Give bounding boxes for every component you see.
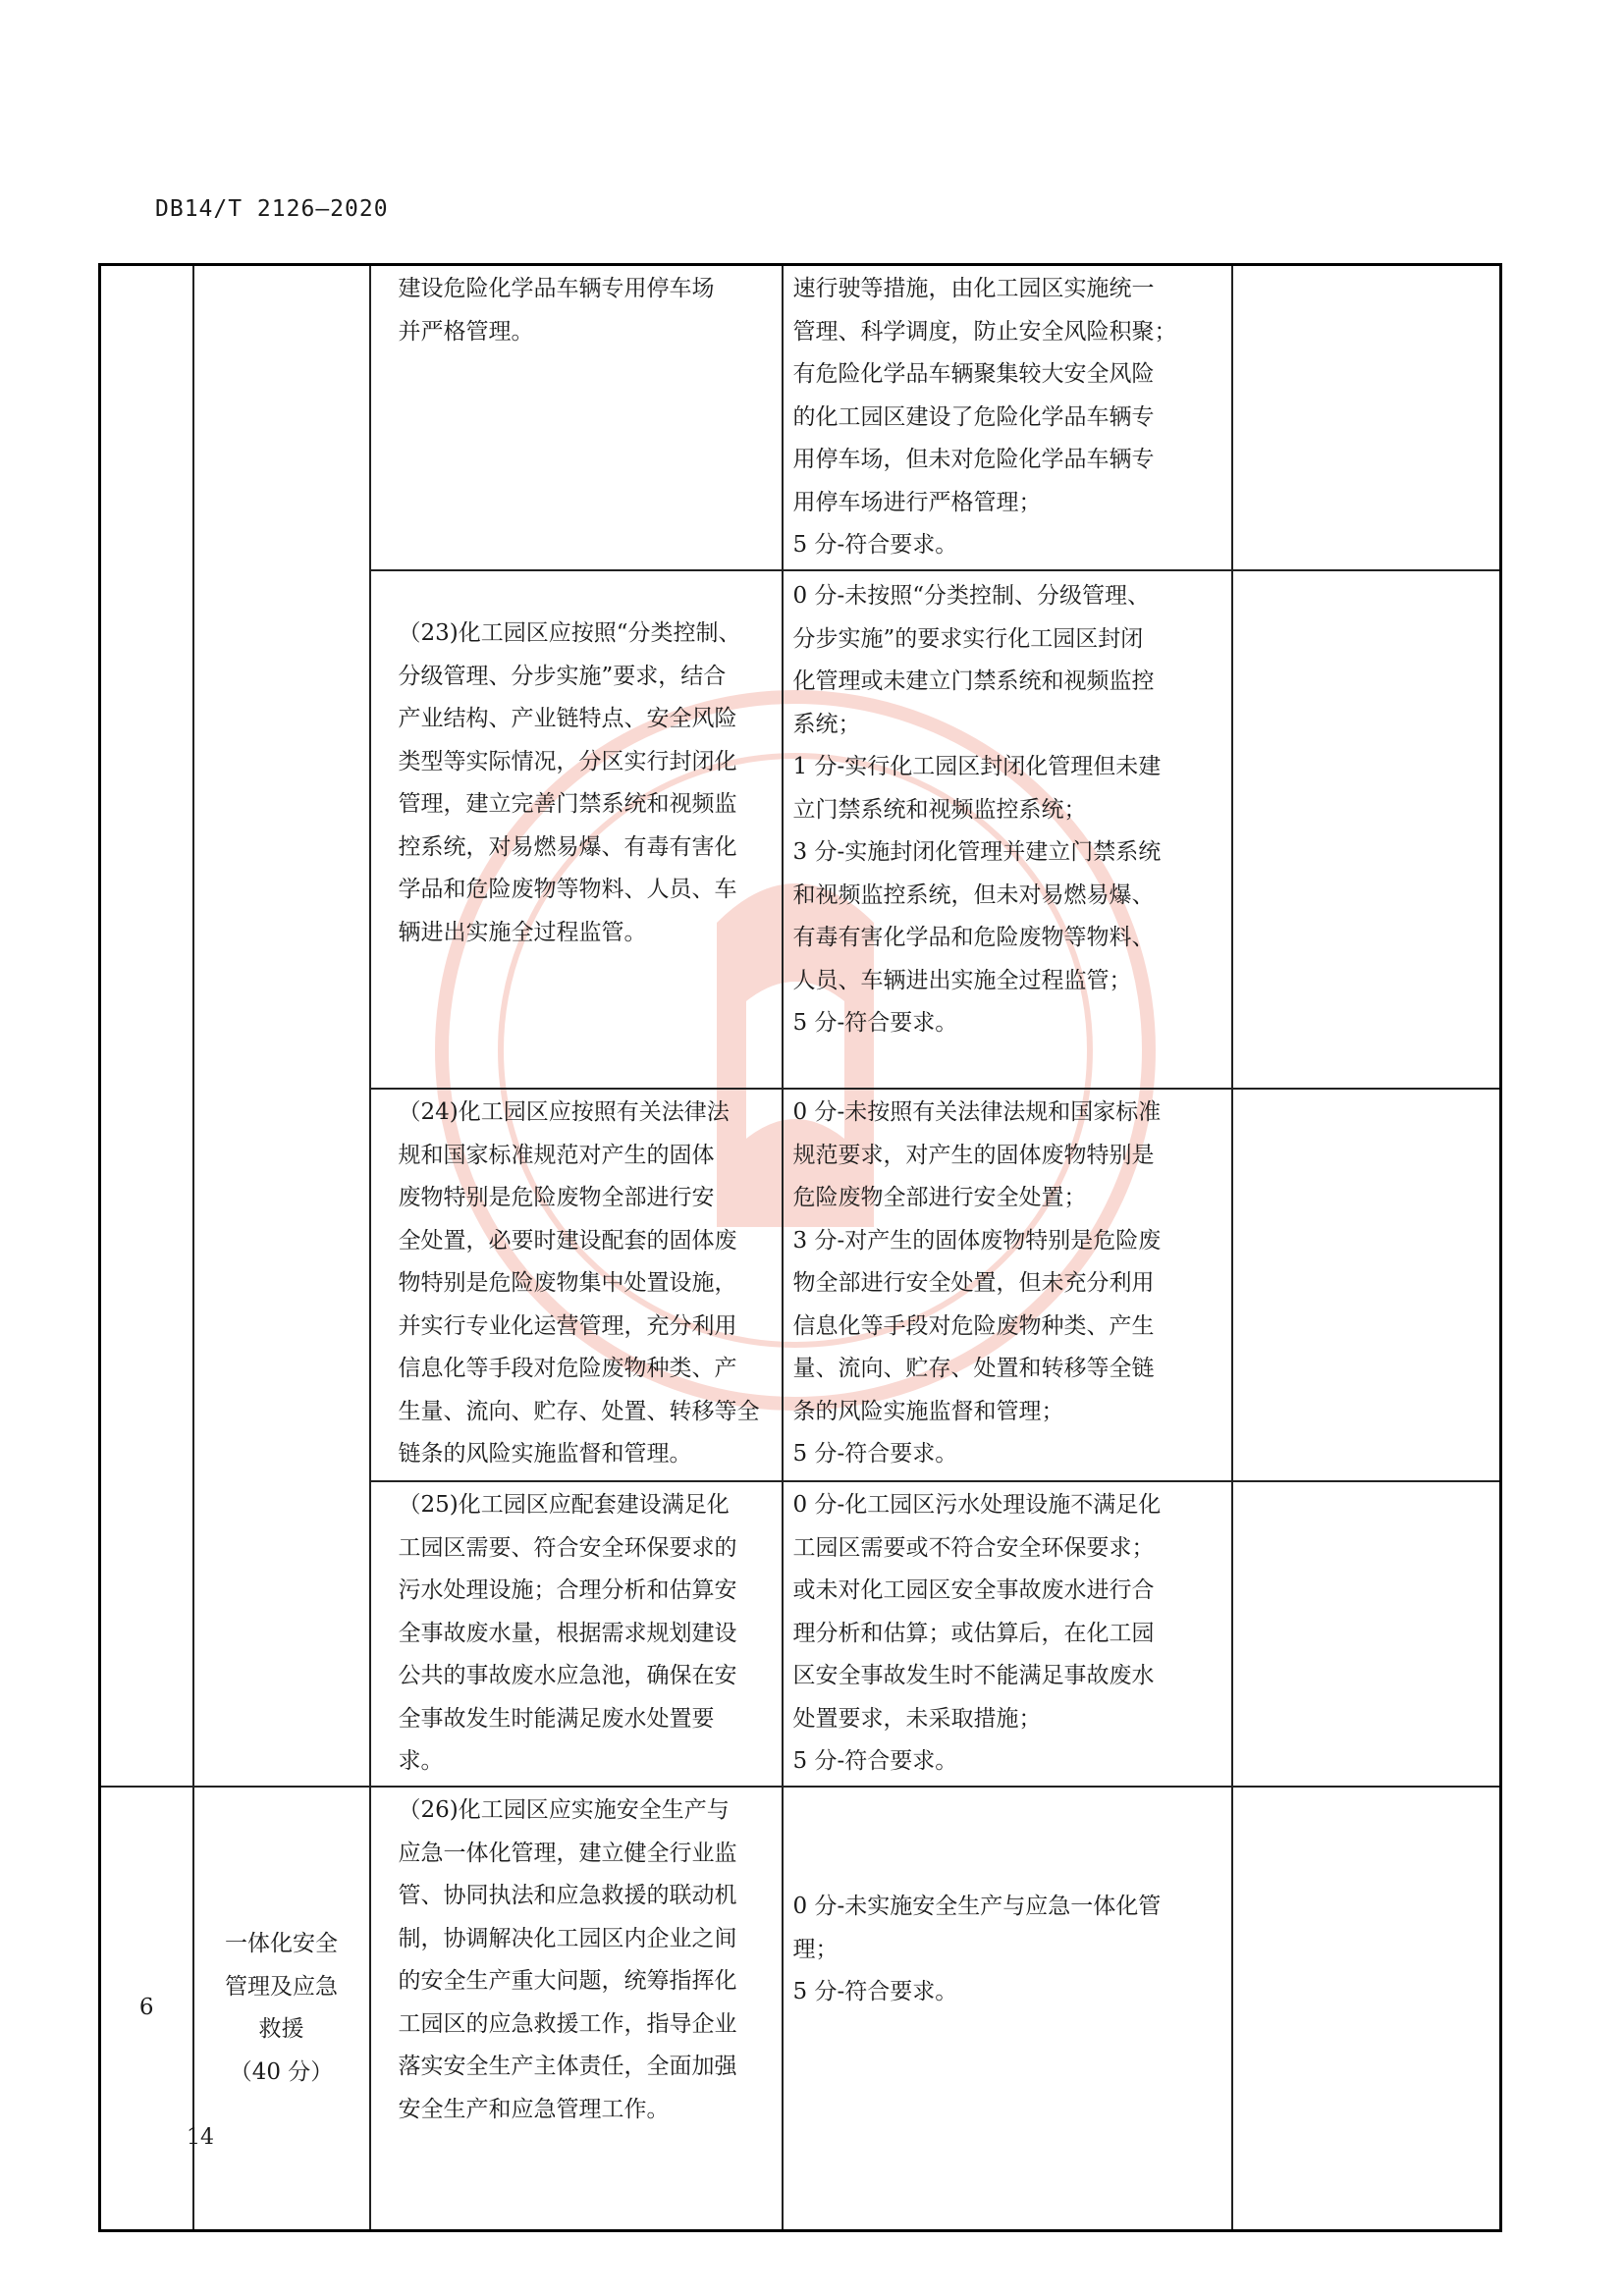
criteria-line: 工园区需要或不符合安全环保要求； bbox=[792, 1534, 1155, 1561]
requirement-line: 工园区需要、符合安全环保要求的 bbox=[398, 1534, 737, 1561]
requirement-line: 管、协同执法和应急救援的联动机 bbox=[398, 1883, 737, 1908]
score-cell bbox=[1232, 265, 1501, 571]
item-name-line: 管理及应急 bbox=[225, 1973, 338, 2000]
requirement-line: 物特别是危险废物集中处置设施， bbox=[398, 1270, 737, 1296]
requirement-line: 全事故发生时能满足废水处置要 bbox=[398, 1705, 715, 1732]
requirement-line: （23)化工园区应按照“分类控制、 bbox=[398, 620, 741, 646]
requirement-line: 的安全生产重大问题，统筹指挥化 bbox=[398, 1968, 737, 1994]
document-code: DB14/T 2126—2020 bbox=[155, 196, 389, 222]
requirement-line: 应急一体化管理，建立健全行业监 bbox=[398, 1840, 737, 1866]
item-cell bbox=[193, 265, 370, 1788]
criteria-line: 0 分-未按照“分类控制、分级管理、 bbox=[792, 583, 1150, 609]
requirement-line: 学品和危险废物等物料、人员、车 bbox=[398, 877, 737, 902]
criteria-line: 用停车场进行严格管理； bbox=[792, 489, 1042, 515]
requirement-line: 安全生产和应急管理工作。 bbox=[398, 2096, 670, 2122]
score-cell bbox=[1232, 570, 1501, 1089]
criteria-line: 5 分-符合要求。 bbox=[792, 1010, 958, 1036]
requirement-line: 控系统，对易燃易爆、有毒有害化 bbox=[398, 833, 737, 860]
requirement-line: 公共的事故废水应急池，确保在安 bbox=[398, 1663, 737, 1688]
criteria-line: 条的风险实施监督和管理； bbox=[792, 1398, 1064, 1424]
score-table bbox=[98, 263, 1502, 2232]
criteria-line: 物全部进行安全处置，但未充分利用 bbox=[792, 1270, 1155, 1296]
requirement-line: 管理，建立完善门禁系统和视频监 bbox=[398, 791, 737, 817]
criteria-line: 1 分-实行化工园区封闭化管理但未建 bbox=[792, 754, 1162, 779]
criteria-cell bbox=[783, 1481, 1232, 1787]
requirement-line: （24)化工园区应按照有关法律法 bbox=[398, 1099, 730, 1125]
requirement-cell bbox=[370, 265, 783, 571]
criteria-line: 分步实施”的要求实行化工园区封闭 bbox=[792, 625, 1144, 652]
requirement-line: 辆进出实施全过程监管。 bbox=[398, 919, 647, 945]
criteria-line: 规范要求，对产生的固体废物特别是 bbox=[792, 1142, 1155, 1168]
requirement-line: 废物特别是危险废物全部进行安 bbox=[398, 1185, 715, 1210]
score-cell bbox=[1232, 1089, 1501, 1481]
criteria-cell bbox=[783, 265, 1232, 571]
requirement-line: 建设危险化学品车辆专用停车场 bbox=[398, 276, 715, 301]
criteria-line: 3 分-实施封闭化管理并建立门禁系统 bbox=[792, 839, 1162, 865]
item-name-line: 一体化安全 bbox=[225, 1931, 338, 1956]
requirement-line: 求。 bbox=[398, 1748, 444, 1774]
criteria-line: 或未对化工园区安全事故废水进行合 bbox=[792, 1577, 1155, 1603]
criteria-line: 5 分-符合要求。 bbox=[792, 532, 958, 558]
criteria-line: 有毒有害化学品和危险废物等物料、 bbox=[792, 925, 1155, 950]
criteria-line: 人员、车辆进出实施全过程监管； bbox=[792, 967, 1132, 993]
page-number: 14 bbox=[187, 2125, 214, 2150]
requirement-line: 工园区的应急救援工作，指导企业 bbox=[398, 2010, 737, 2037]
criteria-line: 和视频监控系统，但未对易燃易爆、 bbox=[792, 881, 1155, 908]
criteria-line: 0 分-未按照有关法律法规和国家标准 bbox=[792, 1099, 1162, 1125]
criteria-line: 处置要求，未采取措施； bbox=[792, 1705, 1042, 1732]
criteria-line: 5 分-符合要求。 bbox=[792, 1748, 958, 1774]
criteria-line: 5 分-符合要求。 bbox=[792, 1441, 958, 1467]
requirement-line: 污水处理设施；合理分析和估算安 bbox=[398, 1577, 737, 1603]
requirement-line: 落实安全生产主体责任，全面加强 bbox=[398, 2054, 737, 2079]
requirement-line: 全事故废水量，根据需求规划建设 bbox=[398, 1620, 737, 1646]
criteria-line: 理分析和估算；或估算后，在化工园 bbox=[792, 1620, 1155, 1646]
requirement-line: （25)化工园区应配套建设满足化 bbox=[398, 1492, 730, 1518]
criteria-line: 理； bbox=[792, 1936, 839, 1962]
score-cell bbox=[1232, 1787, 1501, 2231]
item-score-line: （40 分） bbox=[229, 2058, 334, 2085]
requirement-cell bbox=[370, 1787, 783, 2231]
requirement-line: 规和国家标准规范对产生的固体 bbox=[398, 1142, 715, 1168]
requirement-line: 链条的风险实施监督和管理。 bbox=[398, 1441, 692, 1467]
criteria-line: 信息化等手段对危险废物种类、产生 bbox=[792, 1312, 1155, 1339]
requirement-line: 生量、流向、贮存、处置、转移等全 bbox=[398, 1398, 760, 1424]
criteria-line: 区安全事故发生时不能满足事故废水 bbox=[792, 1663, 1155, 1688]
criteria-line: 0 分-未实施安全生产与应急一体化管 bbox=[792, 1894, 1162, 1919]
criteria-cell bbox=[783, 1787, 1232, 2231]
table-row bbox=[100, 1787, 1501, 2231]
criteria-line: 有危险化学品车辆聚集较大安全风险 bbox=[792, 361, 1155, 387]
criteria-line: 量、流向、贮存、处置和转移等全链 bbox=[792, 1356, 1155, 1381]
requirement-line: （26)化工园区应实施安全生产与 bbox=[398, 1797, 730, 1823]
criteria-line: 危险废物全部进行安全处置； bbox=[792, 1185, 1087, 1210]
criteria-line: 0 分-化工园区污水处理设施不满足化 bbox=[792, 1492, 1162, 1518]
criteria-line: 化管理或未建立门禁系统和视频监控 bbox=[792, 668, 1155, 694]
item-cell bbox=[193, 1787, 370, 2231]
requirement-cell bbox=[370, 1089, 783, 1481]
criteria-line: 系统； bbox=[792, 711, 861, 737]
number-cell bbox=[100, 265, 193, 1788]
requirement-line: 产业结构、产业链特点、安全风险 bbox=[398, 706, 737, 731]
requirement-line: 全处置，必要时建设配套的固体废 bbox=[398, 1227, 737, 1254]
criteria-line: 管理、科学调度，防止安全风险积聚； bbox=[792, 318, 1177, 345]
table-row bbox=[100, 265, 1501, 571]
criteria-line: 5 分-符合要求。 bbox=[792, 1979, 958, 2004]
requirement-cell bbox=[370, 570, 783, 1089]
requirement-line: 信息化等手段对危险废物种类、产 bbox=[398, 1356, 737, 1381]
criteria-line: 3 分-对产生的固体废物特别是危险废 bbox=[792, 1227, 1162, 1254]
score-cell bbox=[1232, 1481, 1501, 1787]
requirement-line: 分级管理、分步实施”要求，结合 bbox=[398, 663, 727, 689]
criteria-line: 的化工园区建设了危险化学品车辆专 bbox=[792, 403, 1155, 430]
number-cell: 6 bbox=[100, 1787, 193, 2231]
requirement-line: 制，协调解决化工园区内企业之间 bbox=[398, 1925, 737, 1951]
requirement-cell bbox=[370, 1481, 783, 1787]
requirement-line: 类型等实际情况，分区实行封闭化 bbox=[398, 748, 737, 774]
requirement-line: 并实行专业化运营管理，充分利用 bbox=[398, 1312, 737, 1339]
item-name-line: 救援 bbox=[258, 2016, 304, 2042]
requirement-line: 并严格管理。 bbox=[398, 318, 534, 345]
criteria-line: 立门禁系统和视频监控系统； bbox=[792, 796, 1087, 823]
criteria-cell bbox=[783, 570, 1232, 1089]
criteria-cell bbox=[783, 1089, 1232, 1481]
criteria-line: 用停车场，但未对危险化学品车辆专 bbox=[792, 447, 1155, 472]
criteria-line: 速行驶等措施，由化工园区实施统一 bbox=[792, 276, 1155, 301]
